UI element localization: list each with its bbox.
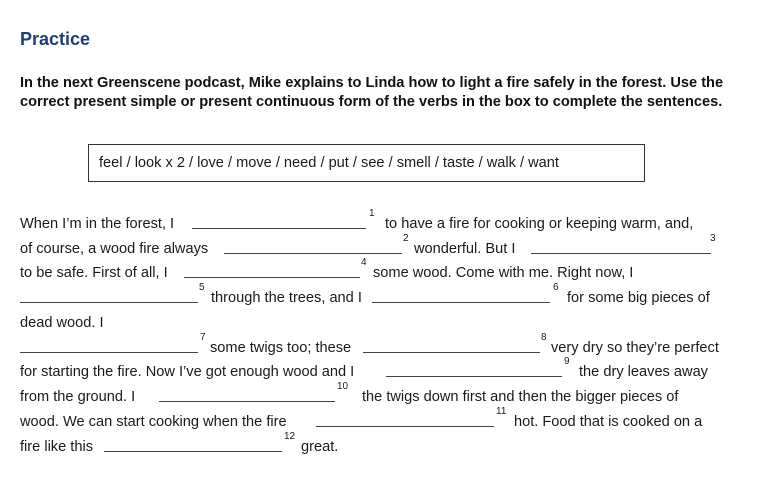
gap-blank-8[interactable] [363,352,540,353]
gap-blank-10[interactable] [159,401,335,402]
text-segment: from the ground. I [20,389,136,405]
gap-blank-11[interactable] [316,426,494,427]
text-segment: very dry so they’re perfect [551,340,719,356]
gap-number: 1 [369,208,375,219]
text-segment: wonderful. But I [414,241,516,257]
gap-number: 10 [337,381,349,392]
text-segment: the twigs down first and then the bigger pieces of [362,389,679,405]
gap-blank-6[interactable] [372,302,550,303]
gap-blank-3[interactable] [531,253,711,254]
gap-blank-9[interactable] [386,376,562,377]
gap-number: 8 [541,332,547,343]
gap-number: 2 [403,233,409,244]
text-segment: hot. Food that is cooked on a [514,414,703,430]
text-segment: dead wood. I [20,315,104,331]
gap-number: 6 [553,282,559,293]
gap-blank-4[interactable] [184,277,360,278]
gap-blank-2[interactable] [224,253,402,254]
gap-blank-7[interactable] [20,352,198,353]
text-segment: to be safe. First of all, I [20,265,168,281]
text-segment: some twigs too; these [210,340,352,356]
text-segment: great. [301,439,339,455]
text-segment: of course, a wood fire always [20,241,209,257]
text-segment: some wood. Come with me. Right now, I [373,265,634,281]
text-segment: through the trees, and I [211,290,362,306]
gap-blank-5[interactable] [20,302,198,303]
instructions: In the next Greenscene podcast, Mike explains to Linda how to light a fire safely in the forest. Use the correct present simple or present continuous form of the verbs in the box to complete the sentences. [20,75,724,110]
text-segment: When I’m in the forest, I [20,216,175,232]
gap-blank-12[interactable] [104,451,282,452]
gap-number: 11 [496,406,507,417]
gap-number: 9 [564,356,570,367]
gap-number: 4 [361,257,367,268]
text-segment: for starting the fire. Now I’ve got enough wood and I [20,364,355,380]
gap-number: 5 [199,282,205,293]
text-segment: to have a fire for cooking or keeping warm, and, [385,216,694,232]
gap-number: 3 [710,233,716,244]
word-box: feel / look x 2 / love / move / need / put / see / smell / taste / walk / want [88,144,645,182]
text-segment: fire like this [20,439,93,455]
gap-number: 7 [200,332,206,343]
gap-blank-1[interactable] [192,228,366,229]
page-title: Practice [20,29,91,49]
text-segment: the dry leaves away [579,364,708,380]
gap-number: 12 [284,431,296,442]
text-segment: for some big pieces of [567,290,710,306]
text-segment: wood. We can start cooking when the fire [20,414,287,430]
